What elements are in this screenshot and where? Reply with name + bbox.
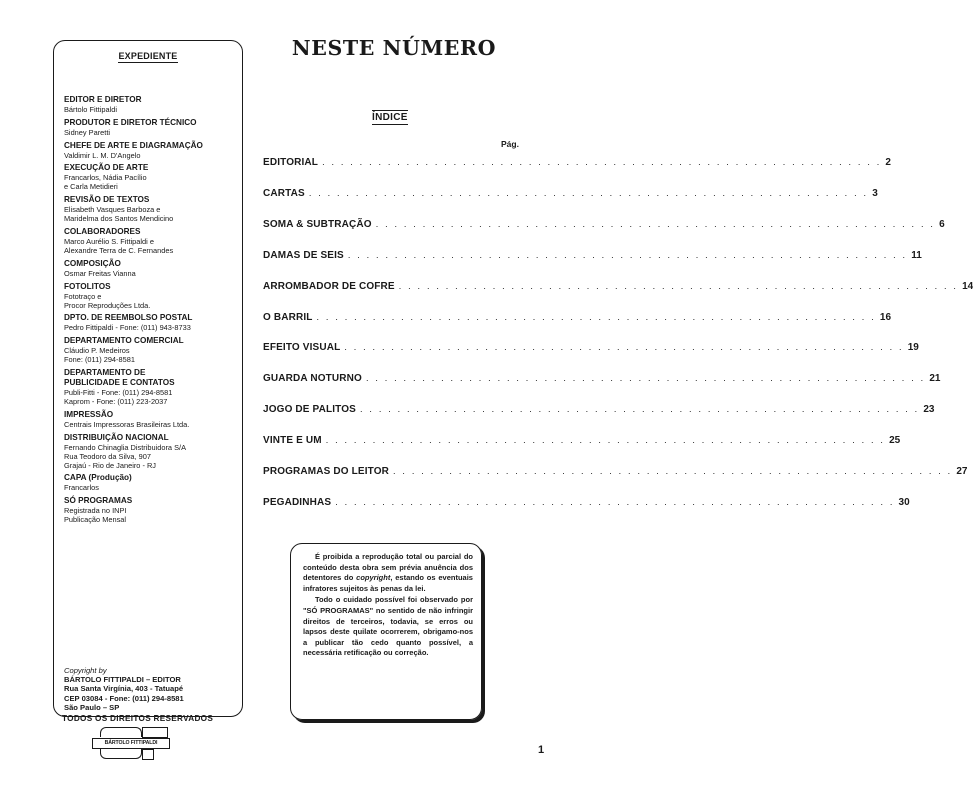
- credit-entry: [64, 473, 240, 492]
- toc-entry: [263, 433, 901, 447]
- credit-heading: DISTRIBUIÇÃO NACIONAL: [64, 432, 169, 442]
- credit-entry: [64, 95, 240, 114]
- toc-label: JOGO DE PALITOS: [263, 404, 357, 416]
- toc-leader-dots: . . . . . . . . . . . . . . . . . . . . . . . . . . . . . . . . . . . . . . . . . . . . . . . . . . . . . . . . . . . .: [393, 466, 953, 476]
- toc-entry: [263, 402, 935, 416]
- credit-heading: FOTOLITOS: [64, 281, 111, 291]
- credit-line: Marco Aurélio S. Fittipaldi e: [64, 236, 154, 246]
- copyright-line: BÁRTOLO FITTIPALDI – EDITOR: [64, 675, 181, 684]
- index-heading: ÍNDICE: [372, 112, 408, 123]
- toc-leader-dots: . . . . . . . . . . . . . . . . . . . . . . . . . . . . . . . . . . . . . . . . . . . . . . . . . . . . . . . . . . . .: [325, 435, 886, 446]
- toc-page: 21: [929, 373, 941, 385]
- notice-text: [303, 552, 473, 659]
- toc-leader-dots: . . . . . . . . . . . . . . . . . . . . . . . . . . . . . . . . . . . . . . . . . . . . . . . . . . . . . . . . . . . .: [360, 404, 920, 415]
- credit-entry: [64, 282, 240, 310]
- page-column-header: Pág.: [501, 139, 519, 149]
- credit-line: Francarlos: [64, 483, 99, 493]
- credit-line: Rua Teodoro da Silva, 907: [64, 451, 151, 461]
- credit-heading: IMPRESSÃO: [64, 409, 114, 419]
- credit-entry: [64, 378, 240, 406]
- credit-line: Sidney Paretti: [64, 127, 111, 137]
- credit-entry: [64, 336, 240, 364]
- toc-label: EFEITO VISUAL: [263, 342, 341, 354]
- credit-line: Centrais Impressoras Brasileiras Ltda.: [64, 419, 190, 429]
- credit-entry: [64, 433, 240, 470]
- copyright-line: CEP 03084 - Fone: (011) 294-8581: [64, 693, 184, 703]
- toc-entry: [263, 340, 919, 354]
- toc-page: 3: [872, 187, 878, 199]
- credit-heading: DPTO. DE REEMBOLSO POSTAL: [64, 313, 193, 323]
- credit-line: Bártolo Fittipaldi: [64, 105, 117, 114]
- credit-line: Elisabeth Vasques Barboza e: [64, 205, 161, 215]
- toc-entry: [263, 248, 922, 262]
- toc-leader-dots: . . . . . . . . . . . . . . . . . . . . . . . . . . . . . . . . . . . . . . . . . . . . . . . . . . . . . . . . . . . .: [344, 342, 904, 353]
- toc-leader-dots: . . . . . . . . . . . . . . . . . . . . . . . . . . . . . . . . . . . . . . . . . . . . . . . . . . . . . . . . . . . .: [316, 311, 876, 322]
- credit-line: Valdimir L. M. D'Angelo: [64, 150, 141, 160]
- page-title: NESTE NÚMERO: [291, 36, 497, 60]
- toc-label: CARTAS: [263, 187, 305, 199]
- toc-label: VINTE E UM: [263, 435, 322, 447]
- toc-label: DAMAS DE SEIS: [263, 249, 344, 261]
- logo-text: BÁRTOLO FITTIPALDI: [92, 738, 170, 749]
- credit-heading: PUBLICIDADE E CONTATOS: [64, 377, 175, 387]
- credit-entry: [64, 118, 240, 137]
- toc-label: GUARDA NOTURNO: [263, 373, 362, 385]
- credit-heading: REVISÃO DE TEXTOS: [64, 195, 150, 205]
- credit-line: Registrada no INPI: [64, 506, 127, 516]
- credit-line: Fernando Chinaglia Distribuidora S/A: [64, 442, 187, 452]
- toc-page: 30: [898, 496, 910, 508]
- credit-entry: [64, 496, 240, 524]
- toc-page: 23: [923, 404, 935, 416]
- copyright-block: [64, 666, 240, 713]
- credit-entry: [64, 163, 240, 191]
- credit-line: Publi-Fitti - Fone: (011) 294-8581: [64, 387, 173, 397]
- credit-line: Osmar Freitas Vianna: [64, 268, 136, 278]
- credit-line: Cláudio P. Medeiros: [64, 346, 130, 356]
- credit-line: Kaprom - Fone: (011) 223-2037: [64, 396, 168, 406]
- credit-heading: COMPOSIÇÃO: [64, 258, 121, 268]
- toc-entry: [263, 464, 968, 478]
- toc-label: PROGRAMAS DO LEITOR: [263, 466, 390, 477]
- toc-leader-dots: . . . . . . . . . . . . . . . . . . . . . . . . . . . . . . . . . . . . . . . . . . . . . . . . . . . . . . . . . . . .: [375, 218, 936, 229]
- credit-entry: [64, 141, 240, 160]
- toc-leader-dots: . . . . . . . . . . . . . . . . . . . . . . . . . . . . . . . . . . . . . . . . . . . . . . . . . . . . . . . . . . . .: [365, 373, 926, 384]
- copyright-by: Copyright by: [64, 666, 107, 675]
- toc-entry: [263, 371, 941, 385]
- toc-leader-dots: . . . . . . . . . . . . . . . . . . . . . . . . . . . . . . . . . . . . . . . . . . . . . . . . . . . . . . . . . . . .: [335, 496, 895, 507]
- copyright-notice-box: [290, 543, 482, 720]
- expediente-box: [53, 40, 243, 717]
- toc-leader-dots: . . . . . . . . . . . . . . . . . . . . . . . . . . . . . . . . . . . . . . . . . . . . . . . . . . . . . . . . . . . .: [398, 280, 959, 291]
- credit-line: Fototraço e: [64, 291, 102, 301]
- toc-label: O BARRIL: [263, 311, 313, 323]
- toc-page: 27: [956, 466, 968, 477]
- notice-paragraph-2: Todo o cuidado possível foi observado por "SÓ PROGRAMAS" no sentido de não infringir direitos de terceiros, todavia, se erros ou lapsos deste quilate ocorrerem, obrigamo-nos a publicar tão cedo quanto possível, a necessária retificação ou correção.: [303, 595, 473, 658]
- toc-page: 11: [911, 249, 922, 261]
- credit-line: Procor Reproduções Ltda.: [64, 300, 151, 310]
- toc-page: 2: [885, 157, 891, 168]
- copyright-line: São Paulo – SP: [64, 703, 120, 713]
- logo-shape: [100, 749, 142, 759]
- rights-reserved: TODOS OS DIREITOS RESERVADOS: [62, 714, 214, 723]
- credit-entry: [64, 227, 240, 255]
- toc-entry: [263, 279, 973, 293]
- notice-paragraph-1: É proibida a reprodução total ou parcial do conteúdo desta obra sem prévia anuência dos detentores do copyright, estando os eventuais infratores sujeitos às penas da lei.: [303, 552, 473, 593]
- toc-label: SOMA & SUBTRAÇÃO: [263, 218, 372, 230]
- toc-page: 25: [889, 435, 901, 447]
- credit-heading: CHEFE DE ARTE E DIAGRAMAÇÃO: [64, 140, 203, 150]
- toc-page: 6: [939, 218, 945, 230]
- copyright-line: Rua Santa Virgínia, 403 - Tatuapé: [64, 684, 184, 694]
- credit-entry: [64, 410, 240, 429]
- credit-line: Fone: (011) 294-8581: [64, 355, 135, 365]
- toc-entry: [263, 495, 910, 509]
- credit-line: Pedro Fittipaldi - Fone: (011) 943-8733: [64, 323, 191, 333]
- toc-page: 16: [879, 311, 892, 323]
- credit-heading: DEPARTAMENTO COMERCIAL: [64, 336, 184, 346]
- toc-leader-dots: . . . . . . . . . . . . . . . . . . . . . . . . . . . . . . . . . . . . . . . . . . . . . . . . . . . . . . . . . . . .: [322, 157, 882, 167]
- credit-entry: [64, 313, 240, 332]
- credit-line: e Carla Metidieri: [64, 182, 118, 192]
- credit-line: Grajaú - Rio de Janeiro - RJ: [64, 460, 157, 470]
- toc-entry: [263, 155, 891, 169]
- credits-list: [64, 95, 240, 528]
- credit-entry: [64, 368, 240, 378]
- expediente-title: EXPEDIENTE: [118, 51, 178, 61]
- toc-page: 19: [907, 342, 919, 354]
- toc-entry: [263, 310, 892, 324]
- toc-leader-dots: . . . . . . . . . . . . . . . . . . . . . . . . . . . . . . . . . . . . . . . . . . . . . . . . . . . . . . . . . . . .: [308, 187, 869, 198]
- credit-heading: SÓ PROGRAMAS: [64, 496, 133, 506]
- toc-page: 14: [962, 280, 973, 292]
- toc-label: ARROMBADOR DE COFRE: [263, 280, 395, 292]
- credit-line: Publicação Mensal: [64, 515, 127, 525]
- toc-label: EDITORIAL: [263, 157, 319, 168]
- credit-heading: COLABORADORES: [64, 226, 141, 236]
- toc-entry: [263, 217, 945, 231]
- credit-entry: [64, 259, 240, 278]
- toc-label: PEGADINHAS: [263, 496, 332, 508]
- credit-heading: DEPARTAMENTO DE: [64, 367, 146, 377]
- toc-leader-dots: . . . . . . . . . . . . . . . . . . . . . . . . . . . . . . . . . . . . . . . . . . . . . . . . . . . . . . . . . . . .: [347, 249, 908, 260]
- credit-line: Maridelma dos Santos Mendicino: [64, 214, 174, 224]
- page-number: 1: [538, 744, 545, 756]
- logo-shape: [142, 727, 168, 738]
- credit-heading: EXECUÇÃO DE ARTE: [64, 163, 149, 173]
- credit-heading: EDITOR E DIRETOR: [64, 95, 142, 104]
- credit-heading: CAPA (Produção): [64, 473, 132, 483]
- toc-entry: [263, 186, 878, 200]
- logo-shape: [100, 727, 142, 737]
- credit-entry: [64, 195, 240, 223]
- logo-shape: [142, 749, 154, 760]
- publisher-logo: [92, 727, 170, 763]
- credit-heading: PRODUTOR E DIRETOR TÉCNICO: [64, 117, 197, 127]
- credit-line: Alexandre Terra de C. Fernandes: [64, 245, 174, 255]
- credit-line: Francarlos, Nádia Pacílio: [64, 173, 147, 183]
